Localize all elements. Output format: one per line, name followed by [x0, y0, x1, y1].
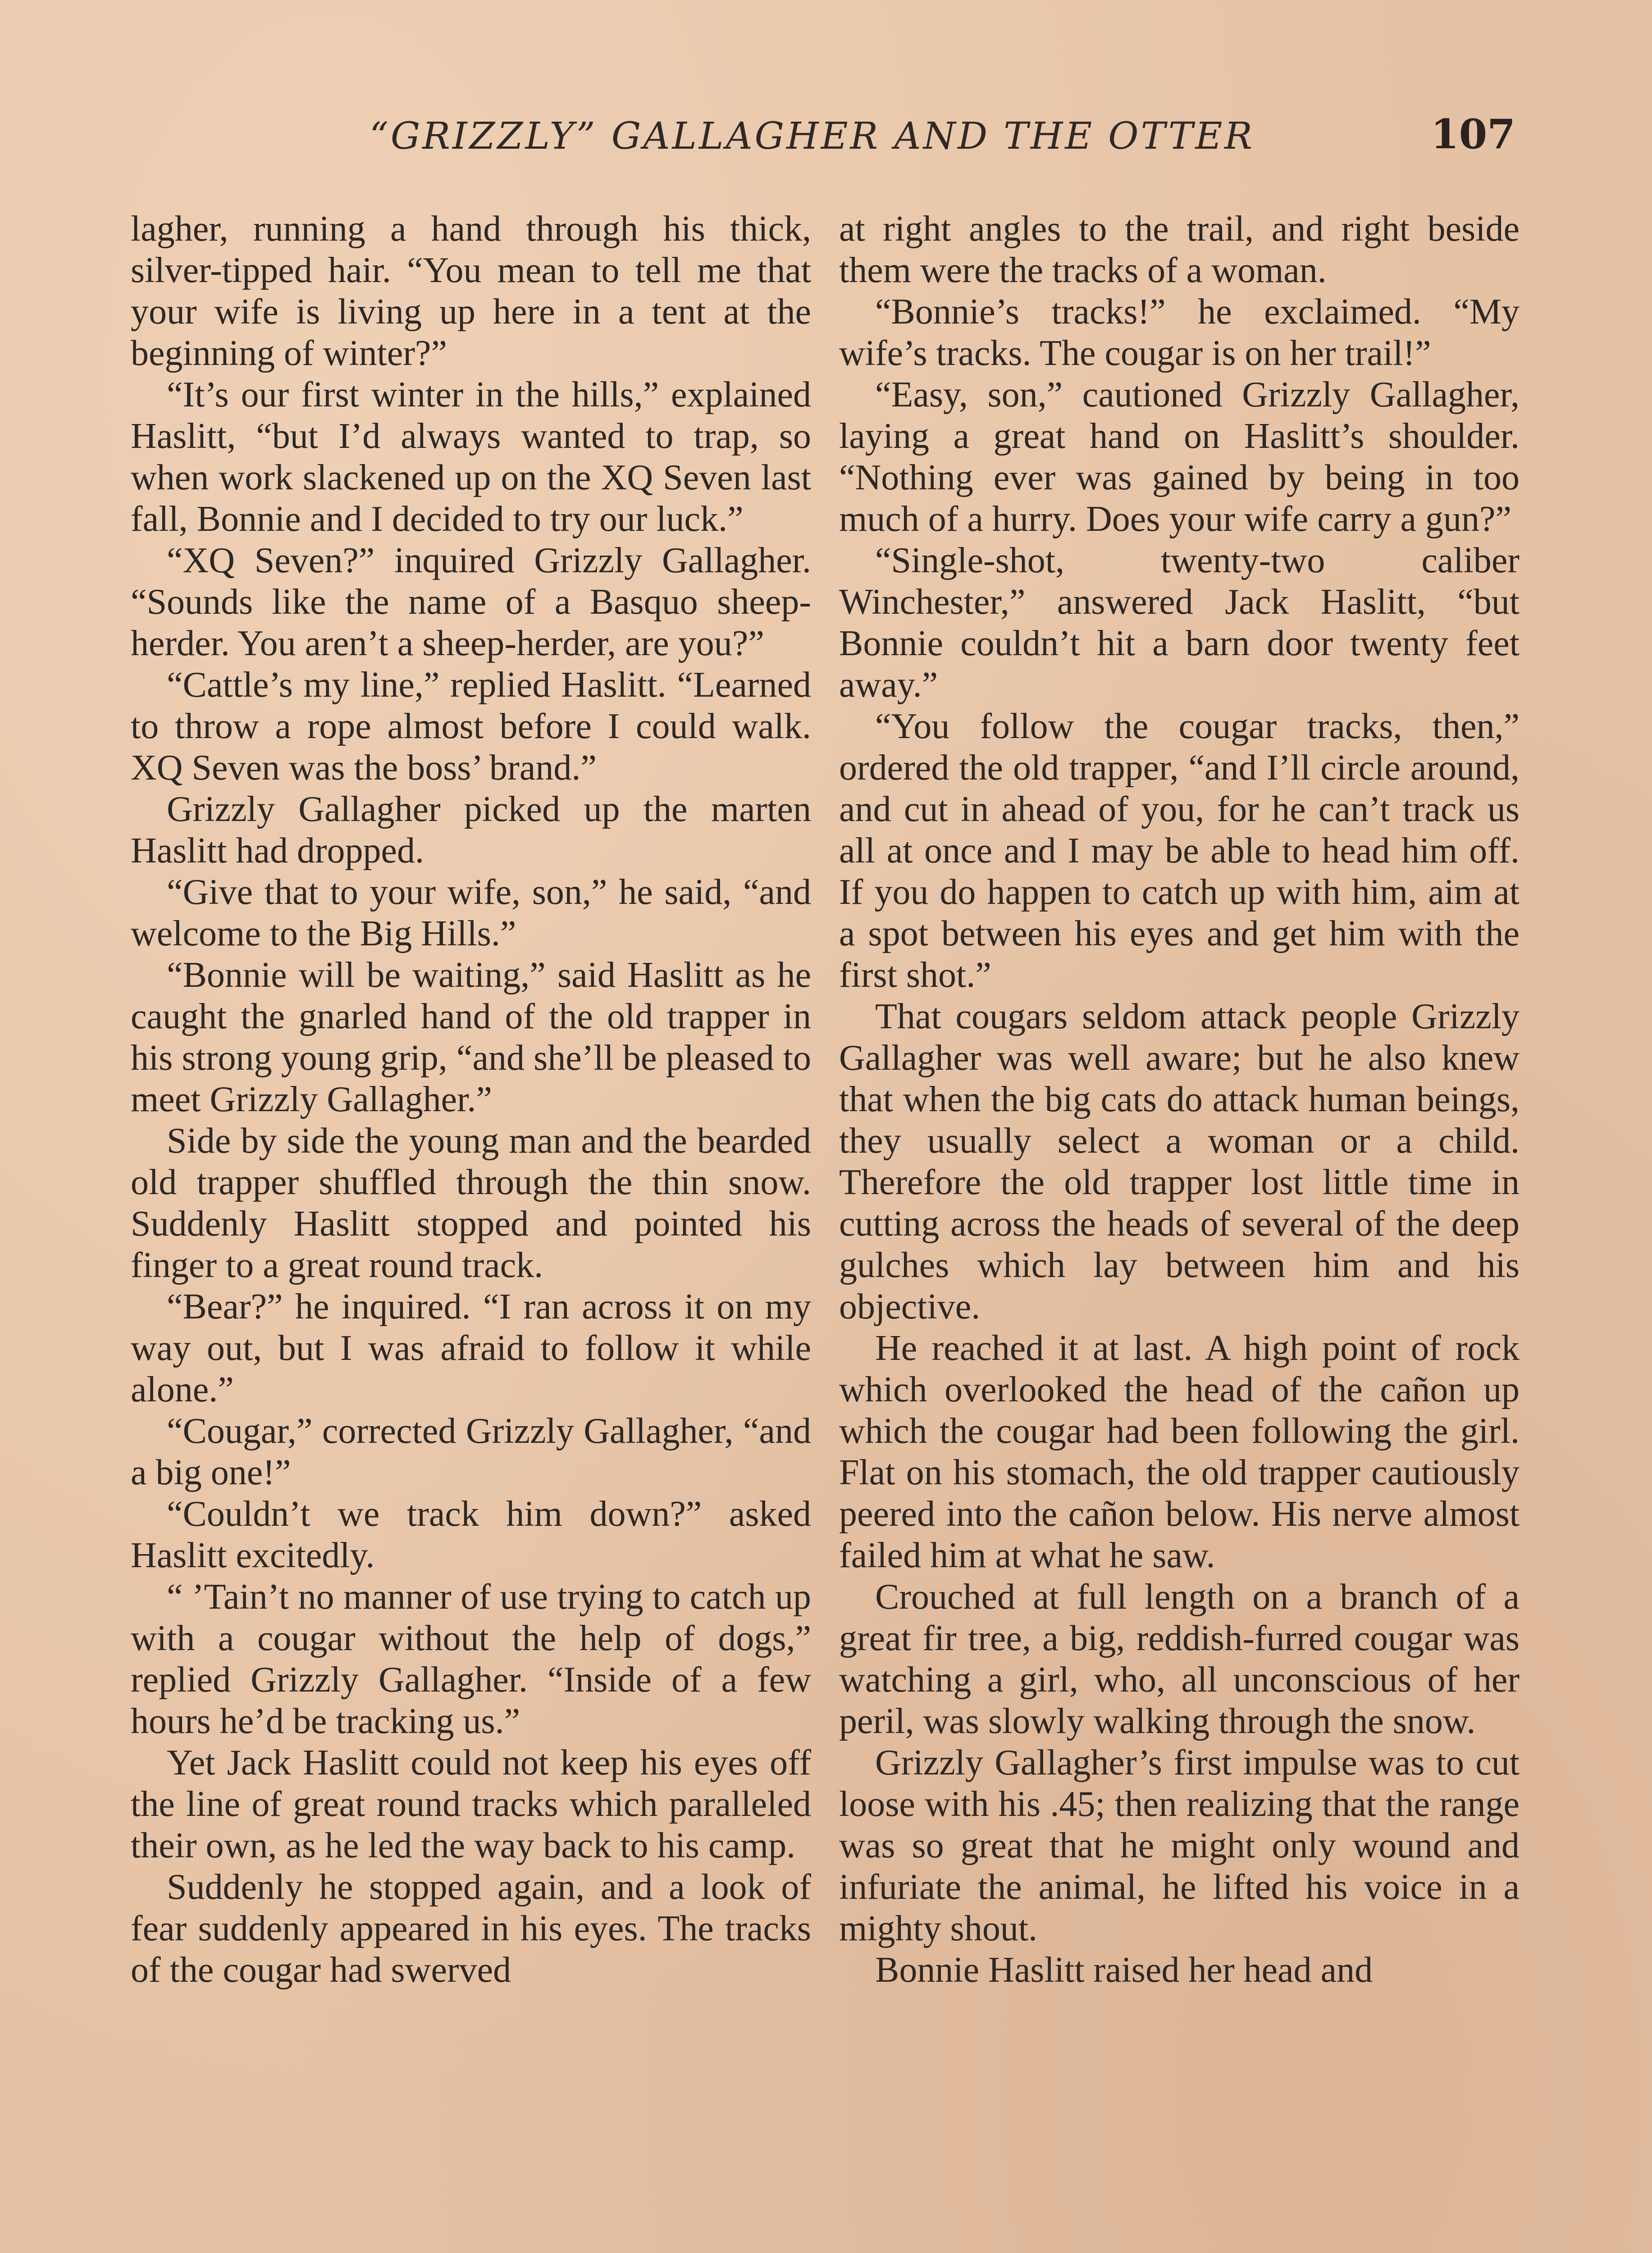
paragraph: Yet Jack Haslitt could not keep his eyes off the line of great round tracks which paralleled their own, as he led the way back to his camp. — [131, 1743, 811, 1865]
paragraph: Grizzly Gallagher picked up the marten Haslitt had dropped. — [131, 789, 811, 871]
paragraph: Crouched at full length on a branch of a great fir tree, a big, reddish-furred cougar was watching a girl, who, all unconscious of her peril, was slowly walking through the snow. — [839, 1577, 1520, 1741]
paragraph: “Couldn’t we track him down?” asked Haslitt excitedly. — [131, 1494, 811, 1575]
paragraph: “Cougar,” corrected Grizzly Gallagher, “and a big one!” — [131, 1411, 811, 1492]
paragraph: “Bear?” he inquired. “I ran across it on my way out, but I was afraid to follow it while alone.” — [131, 1287, 811, 1409]
paragraph: Bonnie Haslitt raised her head and — [875, 1950, 1373, 1990]
paragraph: Grizzly Gallagher’s first impulse was to cut loose with his .45; then realizing that the range was so great that he might only wound and infuriate the animal, he lifted his voice in a mighty shout. — [839, 1743, 1520, 1948]
paragraph: “Cattle’s my line,” replied Haslitt. “Learned to throw a rope almost before I could walk. XQ Seven was the boss’ brand.” — [131, 665, 811, 788]
paragraph: lagher, running a hand through his thick, silver-tipped hair. “You mean to tell me that your wife is living up here in a tent at the beginning of winter?” — [131, 209, 811, 373]
paragraph: Side by side the young man and the bearded old trapper shuffled through the thin snow. Suddenly Haslitt stopped and pointed his finger to a great round track. — [131, 1121, 811, 1285]
paragraph: “XQ Seven?” inquired Grizzly Gallagher. “Sounds like the name of a Basquo sheep-herder. You aren’t a sheep-herder, are you?” — [131, 541, 811, 663]
paragraph: “Bonnie will be waiting,” said Haslitt as he caught the gnarled hand of the old trapper in his strong young grip, “and she’ll be pleased to meet Grizzly Gallagher.” — [131, 955, 811, 1119]
left-text-column — [131, 208, 811, 1991]
page-number: 107 — [1431, 110, 1515, 158]
paragraph: “ ’Tain’t no manner of use trying to catch up with a cougar without the help of dogs,” replied Grizzly Gallagher. “Inside of a few hours he’d be tracking us.” — [131, 1577, 811, 1741]
paragraph: “Give that to your wife, son,” he said, “and welcome to the Big Hills.” — [131, 872, 811, 953]
paragraph: Suddenly he stopped again, and a look of fear suddenly appeared in his eyes. The tracks of the cougar had swerved — [131, 1867, 811, 1990]
paragraph: “It’s our first winter in the hills,” explained Haslitt, “but I’d always wanted to trap, so when work slackened up on the XQ Seven last fall, Bonnie and I decided to try our luck.” — [131, 375, 811, 539]
paragraph: He reached it at last. A high point of rock which overlooked the head of the cañon up which the cougar had been following the girl. Flat on his stomach, the old trapper cautiously peered into the cañon below. His nerve almost failed him at what he saw. — [839, 1328, 1520, 1575]
paragraph: “Single-shot, twenty-two caliber Winchester,” answered Jack Haslitt, “but Bonnie couldn’t hit a barn door twenty feet away.” — [839, 541, 1520, 705]
running-header: “GRIZZLY” GALLAGHER AND THE OTTER — [370, 115, 1255, 158]
paragraph: “Easy, son,” cautioned Grizzly Gallagher, laying a great hand on Haslitt’s shoulder. “Nothing ever was gained by being in too much of a hurry. Does your wife carry a gun?” — [839, 375, 1520, 539]
right-text-column — [839, 208, 1520, 1991]
paragraph: That cougars seldom attack people Grizzly Gallagher was well aware; but he also knew that when the big cats do attack human beings, they usually select a woman or a child. Therefore the old trapper lost little time in cutting across the heads of several of the deep gulches which lay between him and his objective. — [839, 997, 1520, 1327]
paragraph: “You follow the cougar tracks, then,” ordered the old trapper, “and I’ll circle around, and cut in ahead of you, for he can’t track us all at once and I may be able to head him off. If you do happen to catch up with him, aim at a spot between his eyes and get him with the first shot.” — [839, 707, 1520, 995]
paragraph: at right angles to the trail, and right beside them were the tracks of a woman. — [839, 209, 1520, 290]
paragraph: “Bonnie’s tracks!” he exclaimed. “My wife’s tracks. The cougar is on her trail!” — [839, 292, 1520, 373]
